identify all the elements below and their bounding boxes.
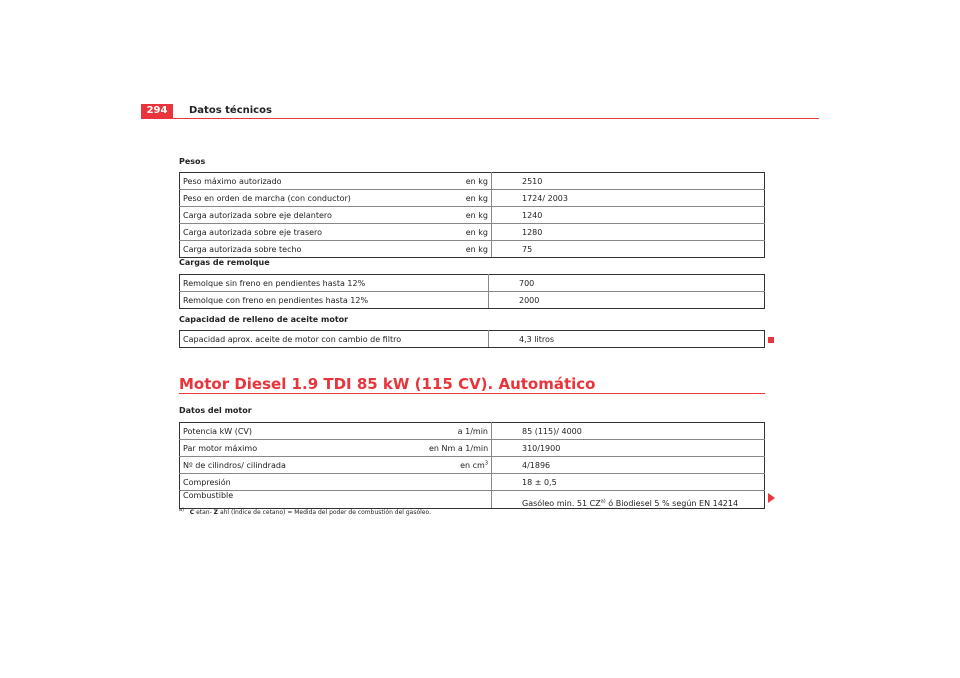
row-value: 4,3 litros: [489, 331, 765, 348]
page-header: [141, 104, 819, 118]
table-row: [180, 207, 765, 224]
row-unit: en kg: [426, 207, 492, 224]
continue-arrow-icon: [768, 493, 775, 503]
row-unit: [426, 491, 492, 509]
motor-section-title: Motor Diesel 1.9 TDI 85 kW (115 CV). Automático: [179, 375, 596, 393]
row-label: Combustible: [180, 491, 427, 509]
section-end-marker: [768, 337, 774, 343]
table-row: [180, 173, 765, 190]
row-unit: en kg: [426, 241, 492, 258]
row-value: 2000: [489, 292, 765, 309]
table-remolque: [179, 274, 765, 309]
row-unit: en kg: [426, 190, 492, 207]
row-label: Compresión: [180, 474, 427, 491]
row-value: 18 ± 0,5: [492, 474, 765, 491]
table-motor: [179, 422, 765, 509]
page-header-title: Datos técnicos: [189, 105, 272, 116]
unit-text: en cm: [460, 460, 485, 470]
table-row: [180, 440, 765, 457]
table-row: [180, 457, 765, 474]
row-label: Potencia kW (CV): [180, 423, 427, 440]
footnote-text-2: ahl (índice de cetano) = Medida del poder de combustión del gasóleo.: [218, 509, 431, 516]
row-label: Carga autorizada sobre eje trasero: [180, 224, 427, 241]
row-value: 310/1900: [492, 440, 765, 457]
row-value: 4/1896: [492, 457, 765, 474]
row-label: Remolque con freno en pendientes hasta 12%: [180, 292, 489, 309]
row-unit: [426, 474, 492, 491]
row-value: 1240: [492, 207, 765, 224]
footnote-marker: a): [179, 507, 185, 513]
page-number: 294: [141, 104, 173, 118]
row-value: [492, 491, 765, 509]
footnote-text-1: etan-: [194, 509, 214, 516]
row-label: Carga autorizada sobre techo: [180, 241, 427, 258]
footnote-ref: a): [600, 498, 606, 505]
table-row: [180, 224, 765, 241]
row-unit: a 1/min: [426, 423, 492, 440]
table-row: [180, 491, 765, 509]
row-value: 75: [492, 241, 765, 258]
section-title-remolque: Cargas de remolque: [179, 258, 270, 267]
table-row: [180, 423, 765, 440]
fuel-value-text-2: ó Biodiesel 5 % según EN 14214: [605, 499, 739, 508]
section-title-motor: Datos del motor: [179, 406, 252, 415]
motor-section-rule: [179, 393, 765, 394]
row-value: 2510: [492, 173, 765, 190]
row-label: Carga autorizada sobre eje delantero: [180, 207, 427, 224]
row-label: Peso en orden de marcha (con conductor): [180, 190, 427, 207]
table-aceite: [179, 330, 765, 348]
table-row: [180, 292, 765, 309]
unit-superscript: 3: [484, 459, 488, 466]
table-row: [180, 331, 765, 348]
fuel-value-text: Gasóleo min. 51 CZ: [522, 499, 601, 508]
section-title-pesos: Pesos: [179, 157, 206, 166]
table-row: [180, 241, 765, 258]
table-row: [180, 275, 765, 292]
footnote-z: Z: [213, 509, 219, 516]
table-row: [180, 474, 765, 491]
table-row: [180, 190, 765, 207]
footnote: [179, 509, 431, 516]
row-unit: en Nm a 1/min: [426, 440, 492, 457]
section-title-aceite: Capacidad de relleno de aceite motor: [179, 315, 349, 324]
row-label: Remolque sin freno en pendientes hasta 12%: [180, 275, 489, 292]
row-value: 1724/ 2003: [492, 190, 765, 207]
row-unit: en kg: [426, 224, 492, 241]
row-unit: [426, 457, 492, 474]
row-value: 1280: [492, 224, 765, 241]
row-label: Par motor máximo: [180, 440, 427, 457]
row-value: 85 (115)/ 4000: [492, 423, 765, 440]
row-label: Nº de cilindros/ cilindrada: [180, 457, 427, 474]
header-rule: [141, 118, 819, 119]
row-unit: en kg: [426, 173, 492, 190]
table-pesos: [179, 172, 765, 258]
row-value: 700: [489, 275, 765, 292]
row-label: Peso máximo autorizado: [180, 173, 427, 190]
row-label: Capacidad aprox. aceite de motor con cambio de filtro: [180, 331, 489, 348]
footnote-c: C: [189, 509, 195, 516]
